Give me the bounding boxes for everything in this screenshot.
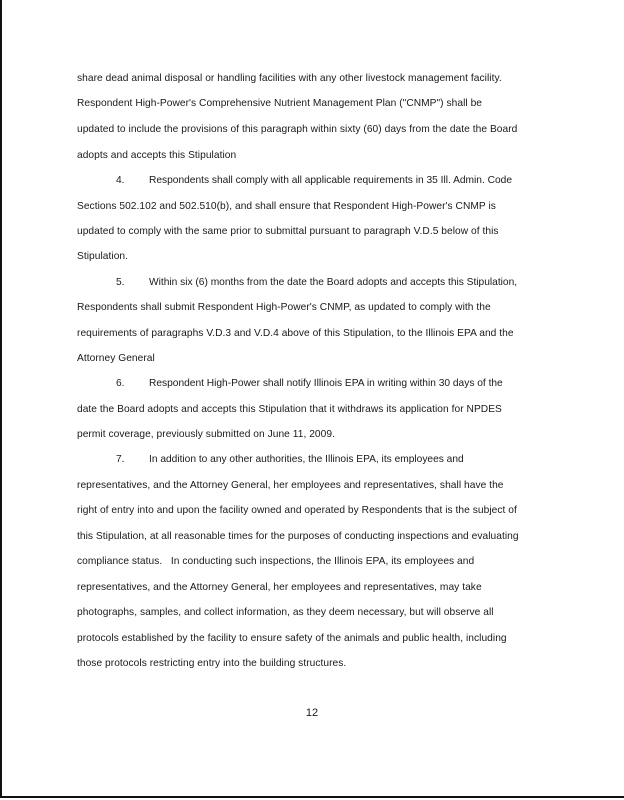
text-line: protocols established by the facility to ensure safety of the animals and public health, including <box>77 633 507 644</box>
text-line: Respondents shall comply with all applicable requirements in 35 Ill. Admin. Code <box>149 175 512 186</box>
page-number: 12 <box>305 707 319 719</box>
paragraph-number: 4. <box>116 175 125 186</box>
text-line: updated to include the provisions of this paragraph within sixty (60) days from the date the Board <box>77 124 518 135</box>
text-line: this Stipulation, at all reasonable times for the purposes of conducting inspections and evaluating <box>77 531 519 542</box>
text-line: representatives, and the Attorney General, her employees and representatives, shall have the <box>77 480 504 491</box>
text-line: In addition to any other authorities, the Illinois EPA, its employees and <box>149 454 464 465</box>
text-line: photographs, samples, and collect information, as they deem necessary, but will observe all <box>77 607 494 618</box>
paragraph-number: 5. <box>116 277 125 288</box>
text-line: Respondent High-Power shall notify Illinois EPA in writing within 30 days of the <box>149 378 503 389</box>
text-line: updated to comply with the same prior to submittal pursuant to paragraph V.D.5 below of this <box>77 226 499 237</box>
text-line: share dead animal disposal or handling facilities with any other livestock management facility. <box>77 73 502 84</box>
text-line: date the Board adopts and accepts this Stipulation that it withdraws its application for NPDES <box>77 404 502 415</box>
page-left-border <box>0 0 2 797</box>
text-line: right of entry into and upon the facility owned and operated by Respondents that is the subject of <box>77 505 517 516</box>
text-line: compliance status. In conducting such inspections, the Illinois EPA, its employees and <box>77 556 475 567</box>
text-line: requirements of paragraphs V.D.3 and V.D.4 above of this Stipulation, to the Illinois EPA and the <box>77 328 514 339</box>
text-line: Respondents shall submit Respondent High-Power's CNMP, as updated to comply with the <box>77 302 491 313</box>
text-line: adopts and accepts this Stipulation <box>77 150 237 161</box>
text-line: Sections 502.102 and 502.510(b), and shall ensure that Respondent High-Power's CNMP is <box>77 201 496 212</box>
text-line: Respondent High-Power's Comprehensive Nutrient Management Plan ("CNMP") shall be <box>77 98 483 109</box>
page-bottom-border <box>0 796 624 798</box>
text-line: Within six (6) months from the date the Board adopts and accepts this Stipulation, <box>149 277 518 288</box>
text-line: Attorney General <box>77 353 155 364</box>
paragraph-number: 6. <box>116 378 125 389</box>
text-line: those protocols restricting entry into the building structures. <box>77 658 347 669</box>
text-line: representatives, and the Attorney General, her employees and representatives, may take <box>77 582 482 593</box>
text-line: permit coverage, previously submitted on June 11, 2009. <box>77 429 335 440</box>
text-line: Stipulation. <box>77 251 129 262</box>
paragraph-number: 7. <box>116 454 125 465</box>
